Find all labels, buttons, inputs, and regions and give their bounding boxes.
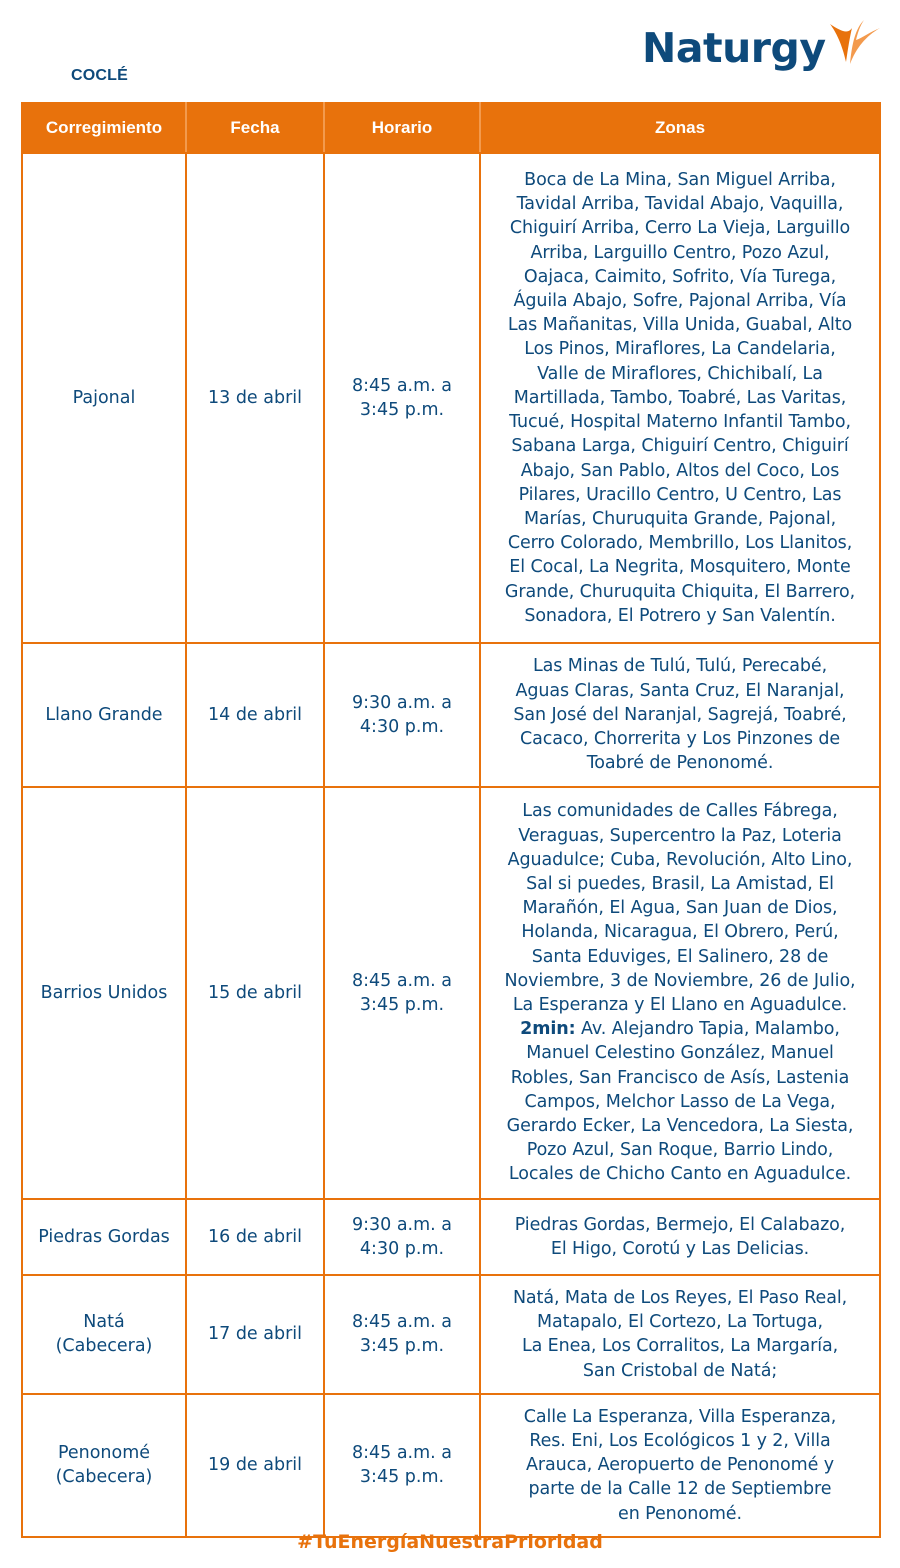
corregimiento-line: Penonomé <box>57 1443 151 1464</box>
zonas-line: Chiguirí Arriba, Cerro La Vieja, Larguillo <box>509 218 851 239</box>
zonas-line: Cerro Colorado, Membrillo, Los Llanitos, <box>507 533 853 554</box>
zonas-line: Natá, Mata de Los Reyes, El Paso Real, <box>512 1288 848 1308</box>
zonas-line: Aguadulce; Cuba, Revolución, Alto Lino, <box>507 849 853 870</box>
horario-line: 3:45 p.m. <box>359 995 445 1015</box>
zonas-extra-line: Manuel Celestino González, Manuel <box>526 1043 834 1064</box>
horario-line: 4:30 p.m. <box>359 1239 445 1259</box>
butterfly-icon <box>826 18 882 70</box>
zonas-extra-line: Av. Alejandro Tapia, Malambo, <box>575 1019 840 1040</box>
zonas-line: Martillada, Tambo, Toabré, Las Varitas, <box>513 387 847 408</box>
cell-corregimiento <box>22 1275 186 1394</box>
cell-horario <box>324 1394 480 1537</box>
cell-corregimiento <box>22 153 186 643</box>
corregimiento-line: Piedras Gordas <box>38 1226 170 1247</box>
cell-horario <box>324 787 480 1199</box>
zonas-line: Cacaco, Chorrerita y Los Pinzones de <box>519 729 840 750</box>
cell-fecha <box>186 1394 324 1537</box>
cell-corregimiento <box>22 1199 186 1275</box>
zonas-extra-line: Campos, Melchor Lasso de La Vega, <box>524 1091 836 1112</box>
table-row <box>22 1275 880 1394</box>
zonas-line: Arriba, Larguillo Centro, Pozo Azul, <box>530 242 830 263</box>
zonas-line: Sabana Larga, Chiguirí Centro, Chiguirí <box>511 436 849 457</box>
zonas-line: Tavidal Arriba, Tavidal Abajo, Vaquilla, <box>516 194 844 215</box>
zonas-line: Grande, Churuquita Chiquita, El Barrero, <box>504 581 856 602</box>
zonas-line: Las Minas de Tulú, Tulú, Perecabé, <box>532 656 828 677</box>
zonas-line: Las comunidades de Calles Fábrega, <box>522 801 838 822</box>
cell-fecha <box>186 153 324 643</box>
fecha-text: 13 de abril <box>207 387 303 408</box>
corregimiento-line: Barrios Unidos <box>40 982 168 1003</box>
zonas-line: Aguas Claras, Santa Cruz, El Naranjal, <box>515 680 845 701</box>
horario-line: 9:30 a.m. a <box>351 1214 453 1235</box>
footer-hashtag: #TuEnergíaNuestraPrioridad <box>297 1531 603 1553</box>
cell-corregimiento <box>22 1394 186 1537</box>
zonas-line: Las Mañanitas, Villa Unida, Guabal, Alto <box>507 315 853 336</box>
zonas-line: Abajo, San Pablo, Altos del Coco, Los <box>520 460 840 481</box>
zonas-extra-line: Robles, San Francisco de Asís, Lastenia <box>510 1067 850 1088</box>
cell-fecha <box>186 643 324 787</box>
horario-line: 9:30 a.m. a <box>351 692 453 713</box>
zonas-line: La Enea, Los Corralitos, La Margaría, <box>521 1336 839 1357</box>
zonas-line: Valle de Miraflores, Chichibalí, La <box>537 363 823 384</box>
table-header-row <box>22 103 880 153</box>
cell-zonas <box>480 1199 880 1275</box>
zonas-line: Sonadora, El Potrero y San Valentín. <box>524 605 836 626</box>
cell-fecha <box>186 1199 324 1275</box>
corregimiento-line: Pajonal <box>72 387 136 408</box>
fecha-text: 19 de abril <box>207 1455 303 1476</box>
cell-horario <box>324 1199 480 1275</box>
cell-fecha <box>186 1275 324 1394</box>
zonas-line: La Esperanza y El Llano en Aguadulce. <box>512 995 848 1015</box>
zonas-line: El Cocal, La Negrita, Mosquitero, Monte <box>509 557 851 578</box>
zonas-line: Arauca, Aeropuerto de Penonomé y <box>526 1455 834 1476</box>
cell-zonas <box>480 1275 880 1394</box>
zonas-line: San José del Naranjal, Sagrejá, Toabré, <box>513 704 847 725</box>
horario-line: 8:45 a.m. a <box>351 970 453 991</box>
zonas-line: en Penonomé. <box>618 1503 742 1524</box>
fecha-text: 17 de abril <box>207 1324 303 1345</box>
table-row <box>22 153 880 643</box>
horario-line: 8:45 a.m. a <box>351 1443 453 1464</box>
zonas-line: Oajaca, Caimito, Sofrito, Vía Turega, <box>523 266 837 287</box>
zonas-line: Res. Eni, Los Ecológicos 1 y 2, Villa <box>529 1431 831 1452</box>
zonas-line: Marías, Churuquita Grande, Pajonal, <box>523 508 837 529</box>
brand-name: Naturgy <box>642 24 826 72</box>
fecha-text: 15 de abril <box>207 982 303 1003</box>
zonas-line: Veraguas, Supercentro la Paz, Loteria <box>518 825 842 846</box>
table-row <box>22 1394 880 1537</box>
horario-line: 3:45 p.m. <box>359 1467 445 1488</box>
cell-fecha <box>186 787 324 1199</box>
zonas-line: Calle La Esperanza, Villa Esperanza, <box>523 1406 837 1427</box>
zonas-line: Piedras Gordas, Bermejo, El Calabazo, <box>514 1214 846 1235</box>
corregimiento-line: Llano Grande <box>45 704 163 725</box>
region-title: COCLÉ <box>71 67 128 84</box>
zonas-extra-line: Gerardo Ecker, La Vencedora, La Siesta, <box>506 1116 854 1137</box>
zonas-line: parte de la Calle 12 de Septiembre <box>528 1479 832 1500</box>
corregimiento-line: Natá <box>83 1312 125 1333</box>
header-corregimiento: Corregimiento <box>22 103 186 153</box>
horario-line: 8:45 a.m. a <box>351 375 453 396</box>
cell-zonas <box>480 153 880 643</box>
zonas-bold-prefix: 2min: <box>520 1019 576 1040</box>
horario-line: 8:45 a.m. a <box>351 1312 453 1333</box>
fecha-text: 16 de abril <box>207 1226 303 1247</box>
cell-zonas <box>480 643 880 787</box>
zonas-line: Matapalo, El Cortezo, La Tortuga, <box>537 1312 823 1333</box>
zonas-line: Holanda, Nicaragua, El Obrero, Perú, <box>521 922 839 943</box>
zonas-line: Toabré de Penonomé. <box>586 753 774 774</box>
cell-horario <box>324 643 480 787</box>
header-horario: Horario <box>324 103 480 153</box>
cell-horario <box>324 153 480 643</box>
cell-zonas <box>480 1394 880 1537</box>
cell-corregimiento <box>22 787 186 1199</box>
header-zonas: Zonas <box>480 103 880 153</box>
brand-logo <box>642 18 882 88</box>
zonas-line: Noviembre, 3 de Noviembre, 26 de Julio, <box>504 970 856 991</box>
cell-corregimiento <box>22 643 186 787</box>
corregimiento-line: (Cabecera) <box>55 1467 153 1488</box>
zonas-line: Pilares, Uracillo Centro, U Centro, Las <box>518 484 842 505</box>
cell-horario <box>324 1275 480 1394</box>
zonas-line: Tucué, Hospital Materno Infantil Tambo, <box>509 412 851 433</box>
horario-line: 3:45 p.m. <box>359 400 445 420</box>
horario-line: 4:30 p.m. <box>359 717 445 737</box>
zonas-line: Sal si puedes, Brasil, La Amistad, El <box>526 873 834 894</box>
zonas-line: El Higo, Corotú y Las Delicias. <box>550 1239 810 1259</box>
zonas-extra-line: Locales de Chicho Canto en Aguadulce. <box>508 1164 852 1185</box>
fecha-text: 14 de abril <box>207 704 303 725</box>
cell-zonas <box>480 787 880 1199</box>
zonas-line: Marañón, El Agua, San Juan de Dios, <box>522 898 838 919</box>
zonas-line: Santa Eduviges, El Salinero, 28 de <box>531 946 829 967</box>
zonas-line: San Cristobal de Natá; <box>582 1360 778 1381</box>
corregimiento-line: (Cabecera) <box>55 1336 153 1357</box>
header-fecha: Fecha <box>186 103 324 153</box>
zonas-extra-line: Pozo Azul, San Roque, Barrio Lindo, <box>526 1140 834 1161</box>
table-row <box>22 1199 880 1275</box>
table-row <box>22 787 880 1199</box>
schedule-table <box>21 102 881 1538</box>
table-row <box>22 643 880 787</box>
zonas-line: Águila Abajo, Sofre, Pajonal Arriba, Vía <box>513 291 847 312</box>
horario-line: 3:45 p.m. <box>359 1336 445 1357</box>
zonas-line: Los Pinos, Miraflores, La Candelaria, <box>524 339 836 360</box>
zonas-line: Boca de La Mina, San Miguel Arriba, <box>524 170 836 191</box>
